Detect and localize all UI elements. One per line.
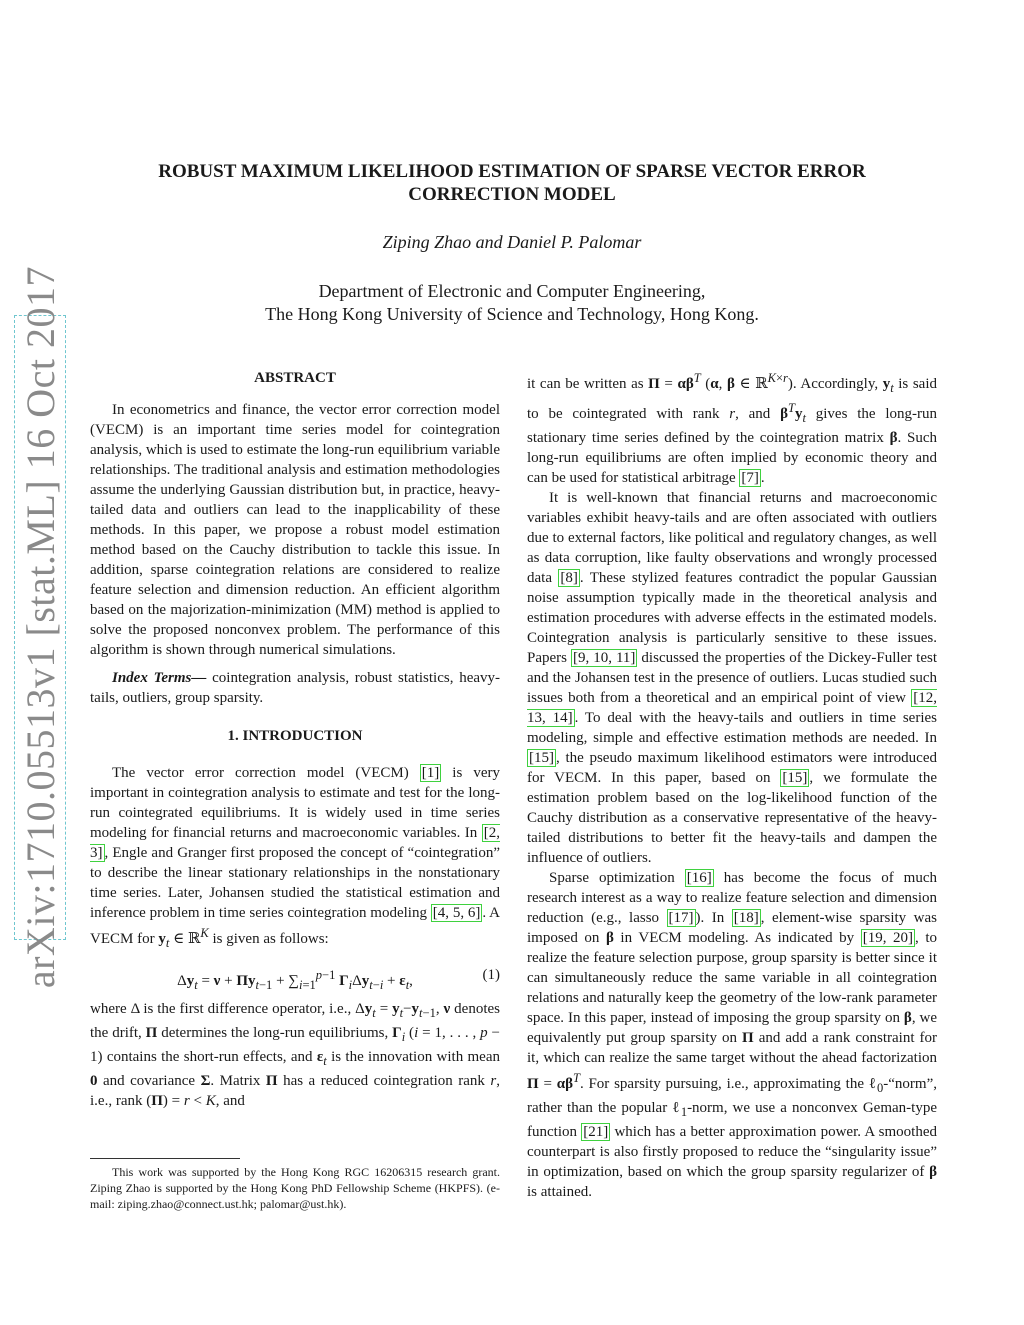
citation-link[interactable]: [1] bbox=[421, 765, 440, 781]
introduction-heading: 1. INTRODUCTION bbox=[227, 728, 363, 744]
intro-paragraph-5: Sparse optimization [16] has become the focus of much research interest as a way to realize feature selection and dimension reduction (e.g., lasso [17] ). In [18] , element-wise sparsity was imposed on β in VECM modeling. As indicated by [19, 20] , to realize the feature selection purpose, group sparsity is better since it can simultaneously reduce the same variable in all cointegration relations and naturally keep the geometry of the low-rank parameter space. In this paper, instead of imposing the group sparsity on β, we equivalently put group sparsity on Π and add a rank constraint for it, which can realize the same target without the ahead factorization $\Pi = \alpha\beta^T$. For sparsity pursuing, i.e., approximating the ℓ$_0$-“norm”, rather than the popular ℓ$_1$-norm, we use a nonconvex Geman-type function [21] which has a better approximation power. A smoothed counterpart is also firstly proposed to reduce the “singularity issue” in optimization, based on which the group sparsity regularizer of β is attained. bbox=[527, 870, 937, 1200]
index-terms-label: Index Terms— bbox=[112, 670, 207, 686]
footnote-rule bbox=[90, 1158, 240, 1159]
citation-link[interactable]: [15] bbox=[529, 750, 554, 766]
intro-paragraph-1: The vector error correction model (VECM) [1] is very important in cointegration analysis to estimate and test for the long-run cointegrated equilibriums. It is widely used in time series modeling for financial returns and macroeconomic variables. In [2, 3] , Engle and Granger first proposed the concept of “cointegration” to describe the linear stationary relationships in the nonstationary time series. Later, Johansen studied the statistical estimation and inference problem in time series cointegration modeling [4, 5, 6] . A VECM for $y_t$ ∈ ℝ$^K$ is given as follows: bbox=[90, 765, 500, 950]
intro-paragraph-3: it can be written as $\Pi = \alpha\beta^T$ (α, β ∈ ℝ$^{K\times r}$). Accordingly, $y_t$ is said to be cointegrated with rank r, and $\beta^Ty_t$ gives the long-run stationary time series defined by the cointegration matrix β. Such long-run equilibriums are often implied by economic theory and can be used for statistical arbitrage [7] . bbox=[527, 371, 938, 486]
intro-paragraph-2: where Δ is the first difference operator, i.e., $\Delta y_t = y_t-y_{t-1}$, ν denotes the drift, Π determines the long-run equilibriums, $\Gamma_i$ (i = 1, . . . , p − 1) contains the short-run effects, and $\varepsilon_t$ is the innovation with mean 0 and covariance Σ. Matrix Π has a reduced cointegration rank r, i.e., rank (Π) = r < K, and bbox=[90, 1001, 501, 1109]
paper-title: ROBUST MAXIMUM LIKELIHOOD ESTIMATION OF SPARSE VECTOR ERROR CORRECTION MODEL bbox=[158, 161, 866, 205]
arxiv-identifier: arXiv:1710.05513v1 [stat.ML] 16 Oct 2017 bbox=[17, 266, 63, 989]
intro-paragraph-4: It is well-known that financial returns and macroeconomic variables exhibit heavy-tails and are often associated with outliers due to external factors, like political and regulatory changes, as well as data corruption, like faulty observations and wrongly processed data [8] . These stylized features contradict the popular Gaussian noise assumption typically made in the theoretical analysis and estimation procedures with adverse effects in the estimated models. Cointegration analysis is particularly sensitive to these issues. Papers [9, 10, 11] discussed the properties of the Dickey-Fuller test and the Johansen test in the presence of outliers. Lucas studied such issues both from a theoretical and an empirical point of view [12, 13, 14] . To deal with the heavy-tails and outliers in time series modeling, simple and effective estimation methods are needed. In [15] , the pseudo maximum likelihood estimators were introduced for VECM. In this paper, based on [15] , we formulate the estimation problem based on the log-likelihood function of the Cauchy distribution as a conservative representative of the heavy-tailed distributions to better fit the heavy-tails and dampen the influence of outliers. bbox=[527, 490, 938, 866]
left-column bbox=[90, 368, 500, 1111]
abstract-text: In econometrics and finance, the vector error correction model (VECM) is an important time series model for cointegration analysis, which is used to estimate the long-run equilibrium variable relationships. The traditional analysis and estimation methodologies assume the underlying Gaussian distribution but, in practice, heavy-tailed data and outliers can lead to the inapplicability of these methods. In this paper, we propose a robust model estimation method based on the Cauchy distribution to tackle this issue. In addition, sparse cointegration relations are considered to realize feature selection and dimension reduction. An efficient algorithm based on the majorization-minimization (MM) method is applied to solve the proposed nonconvex problem. The performance of this algorithm is shown through numerical simulations. bbox=[90, 402, 500, 658]
citation-link[interactable]: [9, 10, 11] bbox=[573, 650, 636, 666]
citation-link[interactable]: [18] bbox=[733, 910, 759, 926]
affiliation-line-1: Department of Electronic and Computer Engineering, bbox=[318, 281, 706, 301]
abstract-heading: ABSTRACT bbox=[254, 370, 336, 386]
paper-authors: Ziping Zhao and Daniel P. Palomar bbox=[382, 232, 642, 252]
citation-link[interactable]: [7] bbox=[741, 470, 759, 486]
footnote-text: This work was supported by the Hong Kong RGC 16206315 research grant. Ziping Zhao is supported by the Hong Kong PhD Fellowship Scheme (HKPFS). (e-mail: ziping.zhao@connect.ust.hk; palomar@ust.hk). bbox=[90, 1165, 500, 1211]
citation-link[interactable]: [15] bbox=[782, 770, 808, 786]
citation-link[interactable]: [12, 13, 14] bbox=[527, 690, 937, 726]
equation-1: $\Delta y_t = \nu + \Pi y_{t-1} + \sum_{i=1}^{p-1}$ $\Gamma_i\Delta y_{t-i} + \varepsilon_t$, (1) bbox=[177, 967, 500, 992]
citation-link[interactable]: [4, 5, 6] bbox=[432, 905, 481, 921]
affiliation bbox=[100, 280, 924, 326]
citation-link[interactable]: [21] bbox=[583, 1124, 609, 1140]
equation-number: (1) bbox=[482, 967, 500, 983]
index-terms bbox=[90, 668, 500, 708]
arxiv-sidebar-stamp bbox=[14, 266, 66, 989]
citation-link[interactable]: [2, 3] bbox=[90, 825, 500, 861]
index-terms-list: cointegration analysis, robust statistics, heavy-tails, outliers, group sparsity. bbox=[90, 670, 501, 706]
citation-link[interactable]: [8] bbox=[560, 570, 578, 586]
affiliation-line-2: The Hong Kong University of Science and Technology, Hong Kong. bbox=[265, 304, 759, 324]
citation-link[interactable]: [17] bbox=[668, 910, 694, 926]
citation-link[interactable]: [19, 20] bbox=[862, 930, 914, 946]
citation-link[interactable]: [16] bbox=[686, 870, 712, 886]
footnote bbox=[90, 1158, 500, 1212]
right-column bbox=[527, 368, 937, 1202]
